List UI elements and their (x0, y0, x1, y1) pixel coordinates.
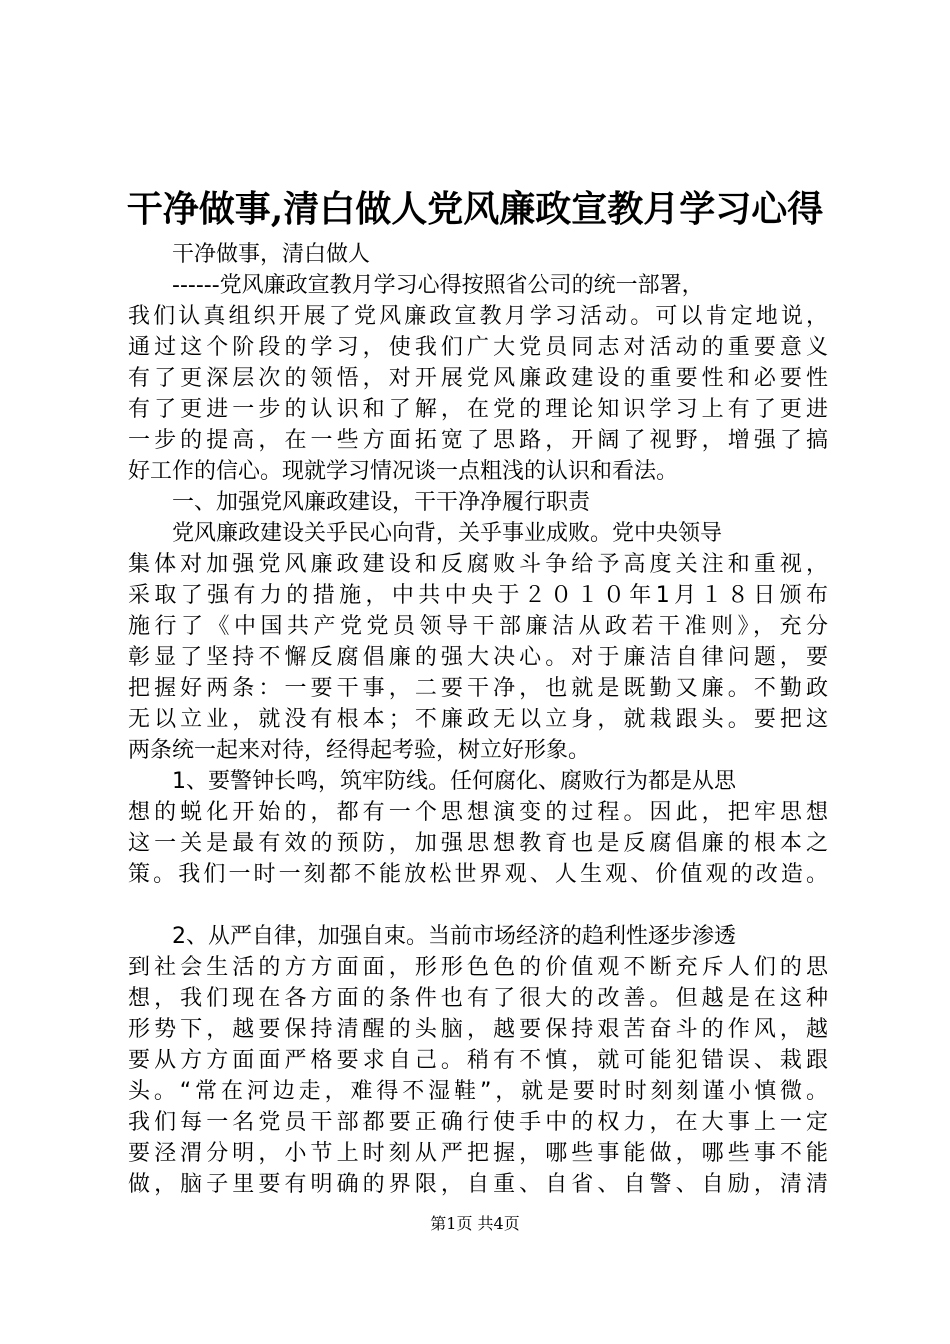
paragraph-line: 形势下，越要保持清醒的头脑，越要保持艰苦奋斗的作风，越 (128, 1017, 828, 1042)
paragraph-line: 这一关是最有效的预防，加强思想教育也是反腐倡廉的根本之 (128, 831, 828, 856)
paragraph-line: 我们每一名党员干部都要正确行使手中的权力，在大事上一定 (128, 1110, 828, 1135)
paragraph-line: 想，我们现在各方面的条件也有了很大的改善。但越是在这种 (128, 986, 828, 1011)
page-number-footer: 第1页 共4页 (430, 1214, 520, 1233)
document-body (128, 239, 828, 1200)
paragraph-line: 采取了强有力的措施，中共中央于２０１０年1月１８日颁布 (128, 583, 828, 608)
paragraph-line: 一步的提高，在一些方面拓宽了思路，开阔了视野，增强了搞 (128, 428, 828, 453)
paragraph-line: 两条统一起来对待，经得起考验，树立好形象。 (128, 738, 591, 763)
paragraph-line: 施行了《中国共产党党员领导干部廉洁从政若干准则》，充分 (128, 614, 828, 639)
paragraph-line: 我们认真组织开展了党风廉政宣教月学习活动。可以肯定地说， (128, 304, 828, 329)
paragraph-line: 无以立业，就没有根本；不廉政无以立身，就栽跟头。要把这 (128, 707, 828, 732)
paragraph-line: 要从方方面面严格要求自己。稍有不慎，就可能犯错误、栽跟 (128, 1048, 828, 1073)
paragraph-line: 到社会生活的方方面面，形形色色的价值观不断充斥人们的思 (128, 955, 828, 980)
paragraph-line: 想的蜕化开始的，都有一个思想演变的过程。因此，把牢思想 (128, 800, 828, 825)
paragraph-line: 好工作的信心。现就学习情况谈一点粗浅的认识和看法。 (128, 459, 679, 484)
paragraph-line: 做，脑子里要有明确的界限，自重、自省、自警、自励，清清 (128, 1172, 828, 1197)
paragraph-line: 有了更进一步的认识和了解，在党的理论知识学习上有了更进 (128, 397, 828, 422)
paragraph-line: 头。“常在河边走，难得不湿鞋”，就是要时时刻刻谨小慎微。 (128, 1079, 828, 1104)
document-title: 干净做事,清白做人党风廉政宣教月学习心得 (126, 188, 824, 230)
paragraph-line: 集体对加强党风廉政建设和反腐败斗争给予高度关注和重视， (128, 552, 828, 577)
subtitle-line: 干净做事，清白做人 (172, 242, 371, 267)
paragraph-line: 党风廉政建设关乎民心向背，关乎事业成败。党中央领导 (172, 521, 723, 546)
section-heading: 一、加强党风廉政建设，干干净净履行职责 (172, 490, 591, 515)
paragraph-line: 策。我们一时一刻都不能放松世界观、人生观、价值观的改造。 (128, 862, 828, 887)
paragraph-line: 把握好两条：一要干事，二要干净，也就是既勤又廉。不勤政 (128, 676, 828, 701)
paragraph-line: 2、从严自律，加强自束。当前市场经济的趋利性逐步渗透 (172, 924, 736, 949)
paragraph-line: 有了更深层次的领悟，对开展党风廉政建设的重要性和必要性 (128, 366, 828, 391)
paragraph-line: 通过这个阶段的学习，使我们广大党员同志对活动的重要意义 (128, 335, 828, 360)
blank-line (128, 890, 828, 921)
paragraph-line: 彰显了坚持不懈反腐倡廉的强大决心。对于廉洁自律问题，要 (128, 645, 828, 670)
paragraph-line: 1、要警钟长鸣，筑牢防线。任何腐化、腐败行为都是从思 (172, 769, 736, 794)
paragraph-line: 要泾渭分明，小节上时刻从严把握，哪些事能做，哪些事不能 (128, 1141, 828, 1166)
paragraph-line: ------党风廉政宣教月学习心得按照省公司的统一部署， (172, 273, 704, 298)
